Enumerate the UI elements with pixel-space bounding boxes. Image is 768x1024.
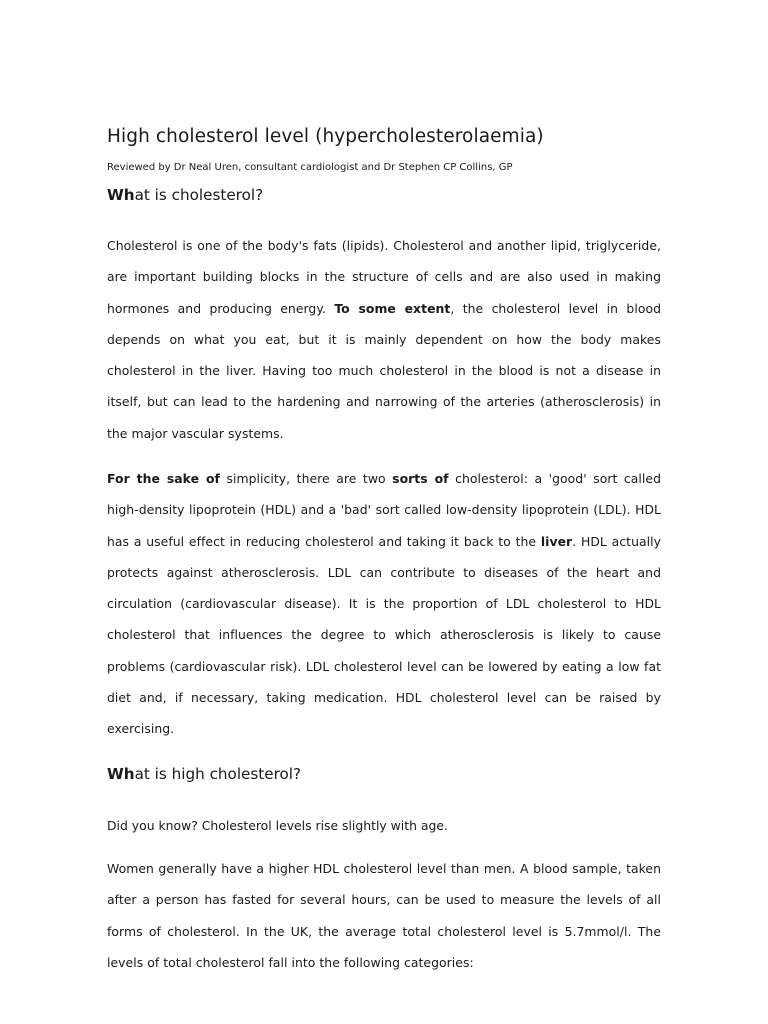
text-run: simplicity, there are two [219, 471, 393, 486]
did-you-know-note: Did you know? Cholesterol levels rise slightly with age. [107, 818, 448, 833]
bold-phrase-for-the-sake-of: For the sake of [107, 471, 220, 486]
heading-rest: at is cholesterol? [134, 186, 264, 204]
heading-rest: at is high cholesterol? [134, 765, 302, 783]
paragraph-cholesterol-levels: Women generally have a higher HDL cholesterol level than men. A blood sample, taken after a person has fasted for several hours, can be used to measure the levels of all forms of cholesterol. In the UK, the average total cholesterol level is 5.7mmol/l. The levels of total cholesterol fall into the following categories: [107, 861, 661, 970]
bold-phrase-to-some-extent: To some extent [334, 300, 451, 316]
paragraph-cholesterol-intro [107, 230, 661, 449]
section-heading-what-is-high-cholesterol [107, 765, 301, 783]
reviewer-credits: Reviewed by Dr Neal Uren, consultant cardiologist and Dr Stephen CP Collins, GP [107, 162, 513, 173]
paragraph-hdl-ldl [107, 463, 661, 745]
bold-word-liver: liver [540, 533, 573, 549]
text-run: cholesterol: a 'good' sort called high-density lipoprotein (HDL) and a 'bad' sort called low-density lipoprotein (LDL). HDL has a useful effect in reducing cholesterol and taking it back to the [107, 471, 661, 549]
heading-lead-letters: Wh [107, 765, 135, 783]
document-title: High cholesterol level (hypercholesterolaemia) [107, 126, 544, 147]
section-heading-what-is-cholesterol [107, 186, 263, 204]
bold-phrase-sorts-of: sorts of [392, 471, 449, 486]
text-run: Cholesterol is one of the body's fats (lipids). Cholesterol and another lipid, triglyceride, are important building blocks in the structure of cells and are also used in making hormones and producing energy. [107, 238, 661, 316]
heading-lead-letters: Wh [107, 186, 135, 204]
text-run: , the cholesterol level in blood depends on what you eat, but it is mainly dependent on how the body makes cholesterol in the liver. Having too much cholesterol in the blood is not a disease in itself, but can lead to the hardening and narrowing of the arteries (atherosclerosis) in the major vascular systems. [107, 300, 661, 441]
text-run: . HDL actually protects against atherosclerosis. LDL can contribute to diseases of the heart and circulation (cardiovascular disease). It is the proportion of LDL cholesterol to HDL cholesterol that influences the degree to which atherosclerosis is likely to cause problems (cardiovascular risk). LDL cholesterol level can be lowered by eating a low fat diet and, if necessary, taking medication. HDL cholesterol level can be raised by exercising. [107, 533, 661, 737]
